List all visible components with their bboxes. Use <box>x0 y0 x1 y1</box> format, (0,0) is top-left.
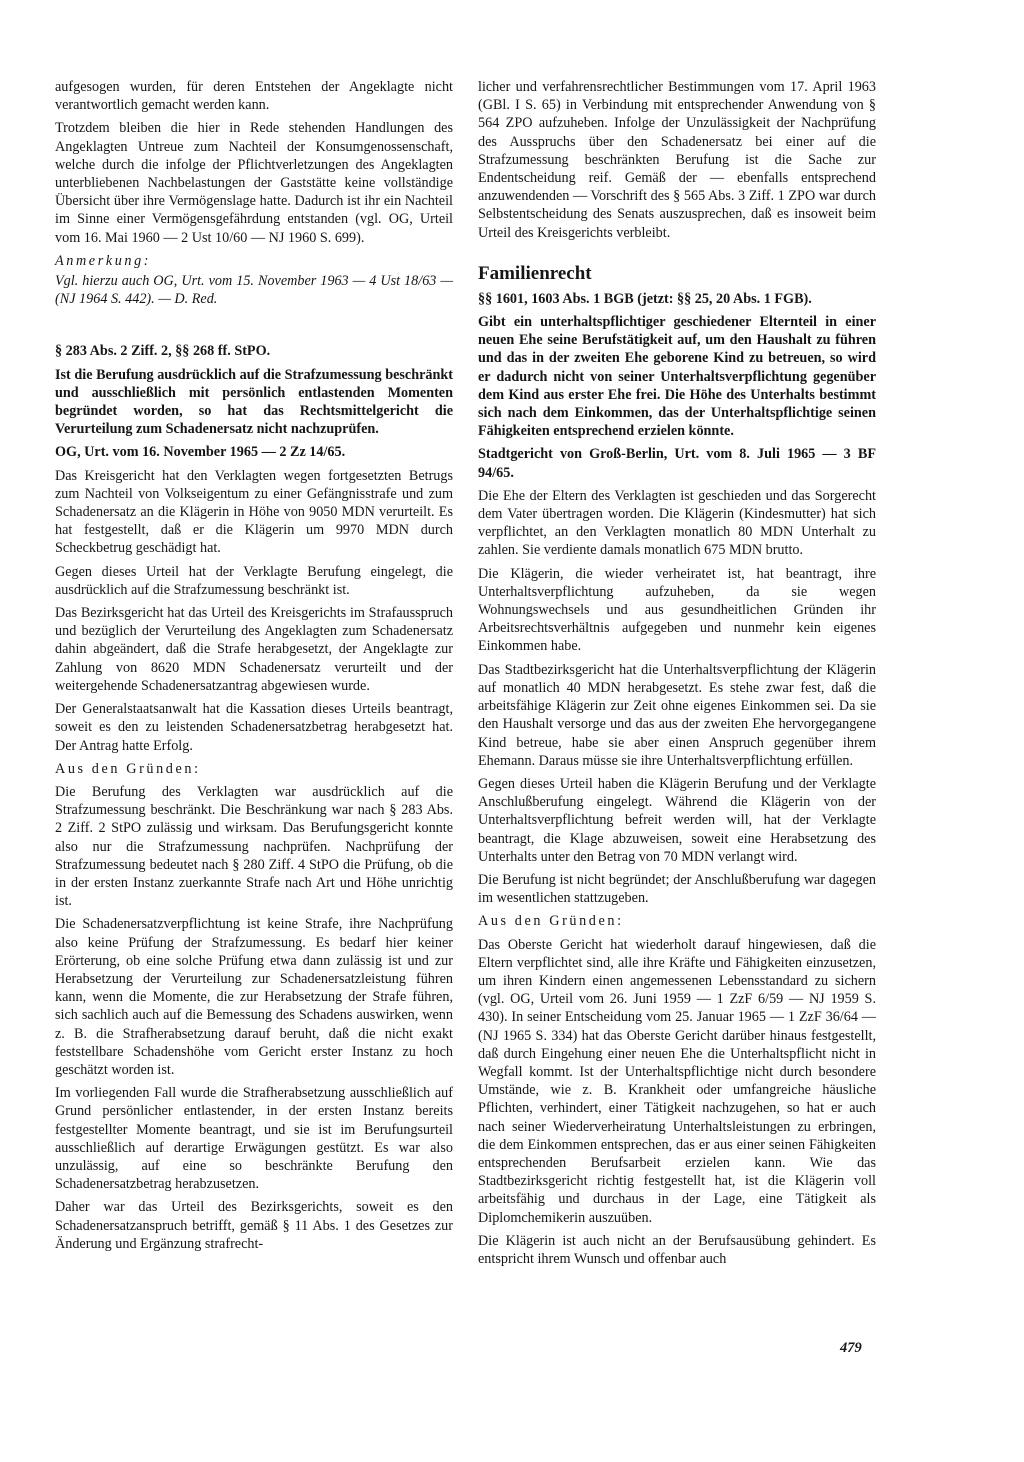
section-title: Familienrecht <box>478 262 592 284</box>
paragraph: Das Bezirksgericht hat das Urteil des Kreisgerichts im Strafausspruch und bezüglich der Verurteilung des Angeklagten zum Schadenersatz dahin abgeändert, daß die Strafe herabgesetzt, der Angeklagte zur Zahlung von 8620 MDN Schadenersatz verurteilt und der weitergehende Schadenersatzantrag abgewiesen wurde. <box>55 605 453 694</box>
paragraph: Daher war das Urteil des Bezirksgerichts, soweit es den Schadenersatzanspruch betrifft, gemäß § 11 Abs. 1 des Gesetzes zur Änderung und Ergänzung strafrecht- <box>55 1199 453 1252</box>
paragraph: licher und verfahrensrechtlicher Bestimmungen vom 17. April 1963 (GBl. I S. 65) in Verbindung mit entsprechender Anwendung von § 564 ZPO aufzuheben. Infolge der Unzulässigkeit der Nachprüfung des Ausspruchs über den Schadenersatz bei einer auf die Strafzumessung beschränkten Berufung ist die Sache zur Endentscheidung reif. Gemäß der — ebenfalls entsprechend anzuwendenden — Vorschrift des § 565 Abs. 3 Ziff. 1 ZPO war durch Selbstentscheidung des Senats auszusprechen, daß es insoweit beim Urteil des Kreisgerichts verbleibt. <box>478 79 876 241</box>
paragraph: Die Klägerin, die wieder verheiratet ist, hat beantragt, ihre Unterhaltsverpflichtung aufzuheben, da sie wegen Wohnungswechsels und aus gesundheitlichen Gründen ihr Arbeitsrechtsverhältnis aufgegeben und nunmehr kein eigenes Einkommen habe. <box>478 565 876 655</box>
paragraph: Die Klägerin ist auch nicht an der Berufsausübung gehindert. Es entspricht ihrem Wunsch und offenbar auch <box>478 1232 876 1267</box>
paragraph: Die Ehe der Eltern des Verklagten ist geschieden und das Sorgerecht dem Vater übertragen worden. Die Klägerin (Kindesmutter) hat sich verpflichtet, an den Verklagten monatlich 80 MDN Unterhalt zu zahlen. Sie verdiente damals monatlich 675 MDN brutto. <box>478 487 876 559</box>
paragraph: Die Berufung ist nicht begründet; der Anschlußberufung war dagegen im wesentlichen stattzugeben. <box>478 871 876 907</box>
case-citation: Stadtgericht von Groß-Berlin, Urt. vom 8. Juli 1965 — 3 BF 94/65. <box>478 446 876 481</box>
right-column <box>478 78 876 1273</box>
paragraph: Im vorliegenden Fall wurde die Strafherabsetzung ausschließlich auf Grund persönlicher entlastender, in der ersten Instanz bereits festgestellter Momente beantragt, und sie ist im Berufungsurteil ausschließlich auf derartige Erwägungen gestützt. Es war also unzulässig, auf eine so beschränkte Berufung den Schadenersatzbetrag herabzusetzen. <box>55 1085 453 1193</box>
paragraph: Das Kreisgericht hat den Verklagten wegen fortgesetzten Betrugs zum Nachteil von Volkseigentum zu einer Gefängnisstrafe und zum Schadenersatz an die Klägerin in Höhe von 9050 MDN verurteilt. Es hat festgestellt, daß er die Klägerin um 9970 MDN durch Scheckbetrug geschädigt hat. <box>55 467 453 557</box>
paragraph: Trotzdem bleiben die hier in Rede stehenden Handlungen des Angeklagten Untreue zum Nachteil der Konsumgenossenschaft, welche durch die infolge der Pflichtverletzungen des Angeklagten unterbliebenen Nachbelastungen der Gaststätte keine vollständige Übersicht über ihre Vermögenslage hatte. Dadurch ist ihr ein Nachteil im Sinne einer Vermögensgefährdung entstanden (vgl. OG, Urteil vom 16. Mai 1960 — 2 Ust 10/60 — NJ 1960 S. 699). <box>55 120 453 246</box>
paragraph: Der Generalstaatsanwalt hat die Kassation dieses Urteils beantragt, soweit es den zu leistenden Schadenersatzbetrag herabgesetzt hat. Der Antrag hatte Erfolg. <box>55 701 453 754</box>
paragraph: Die Berufung des Verklagten war ausdrücklich auf die Strafzumessung beschränkt. Die Beschränkung war nach § 283 Abs. 2 Ziff. 2 StPO zulässig und wirksam. Das Berufungsgericht konnte also nur die Strafzumessung nachprüfen. Nachprüfung der Strafzumessung bedeutet nach § 280 Ziff. 4 StPO die Prüfung, ob die in der ersten Instanz zuerkannte Strafe nach Art und Höhe unrichtig ist. <box>55 783 453 910</box>
paragraph: Das Stadtbezirksgericht hat die Unterhaltsverpflichtung der Klägerin auf monatlich 40 MDN herabgesetzt. Es stehe zwar fest, daß die arbeitsfähige Klägerin zur Zeit ohne eigenes Einkommen sei. Da sie den Haushalt versorge und das aus der zweiten Ehe hervorgegangene Kind betreue, habe sie aber einen Anspruch gegenüber ihrem Ehemann. Daraus müsse sie ihre Unterhaltsverpflichtung erfüllen. <box>478 661 876 769</box>
paragraph: Gegen dieses Urteil haben die Klägerin Berufung und der Verklagte Anschlußberufung eingelegt. Während die Klägerin von der Unterhaltsverpflichtung befreit werden will, hat der Verklagte beantragt, die Klage abzuweisen, soweit eine Herabsetzung des Unterhalts unter den Betrag von 70 MDN verlangt wird. <box>478 775 876 865</box>
editorial-note: Vgl. hierzu auch OG, Urt. vom 15. November 1963 — 4 Ust 18/63 — (NJ 1964 S. 442). — D. Red. <box>55 273 453 308</box>
paragraph: Die Schadenersatzverpflichtung ist keine Strafe, ihre Nachprüfung also keine Prüfung der Strafzumessung. Es bedarf hier keiner Erörterung, ob eine solche Prüfung etwa dann zulässig ist und zur Herabsetzung der Verurteilung zur Schadenersatzleistung führen kann, wenn die Momente, die zur Herabsetzung der Strafe führen, sich sachlich auch auf die Bemessung des Schadens auswirken, wenn z. B. die Strafherabsetzung darauf beruht, daß die nicht exakt feststellbare Schadenshöhe vom Gericht erster Instanz zu hoch geschätzt worden ist. <box>55 916 453 1078</box>
case-headnote: Gibt ein unterhaltspflichtiger geschiedener Elternteil in einer neuen Ehe seine Berufstätigkeit auf, um den Haushalt zu führen und das in der zweiten Ehe geborene Kind zu betreuen, so wird er dadurch nicht von seiner Unterhaltsverpflichtung gegenüber dem Kind aus erster Ehe frei. Die Höhe des Unterhalts bestimmt sich nach dem Einkommen, das der Unterhaltspflichtige seinen Fähigkeiten entsprechend erzielen könnte. <box>478 314 876 440</box>
reasons-label: Aus den Gründen: <box>478 913 624 930</box>
case-headnote: Ist die Berufung ausdrücklich auf die Strafzumessung beschränkt und ausschließlich mit persönlich entlastenden Momenten begründet worden, so hat das Rechtsmittelgericht die Verurteilung zum Schadenersatz nicht nachzuprüfen. <box>55 366 453 438</box>
case-heading: § 283 Abs. 2 Ziff. 2, §§ 268 ff. StPO. <box>55 343 271 360</box>
reasons-label: Aus den Gründen: <box>55 760 201 777</box>
note-label: Anmerkung: <box>55 252 152 269</box>
paragraph: Gegen dieses Urteil hat der Verklagte Berufung eingelegt, die ausdrücklich auf die Strafzumessung beschränkt ist. <box>55 563 453 598</box>
page-number: 479 <box>840 1340 862 1356</box>
case-heading: §§ 1601, 1603 Abs. 1 BGB (jetzt: §§ 25, 20 Abs. 1 FGB). <box>478 290 812 307</box>
case-citation: OG, Urt. vom 16. November 1965 — 2 Zz 14/65. <box>55 444 346 461</box>
left-column <box>55 78 453 1258</box>
paragraph: aufgesogen wurden, für deren Entstehen der Angeklagte nicht verantwortlich gemacht werden kann. <box>55 79 453 114</box>
paragraph: Das Oberste Gericht hat wiederholt darauf hingewiesen, daß die Eltern verpflichtet sind, alle ihre Kräfte und Fähigkeiten einzusetzen, um ihren Kindern einen angemessenen Lebensstandard zu sichern (vgl. OG, Urteil vom 26. Juni 1959 — 1 ZzF 6/59 — NJ 1959 S. 430). In seiner Entscheidung vom 25. Januar 1965 — 1 ZzF 36/64 — (NJ 1965 S. 334) hat das Oberste Gericht darüber hinaus festgestellt, daß durch Eingehung einer neuen Ehe die Unterhaltspflicht nicht in Wegfall kommt. Ist der Unterhaltspflichtige nicht durch besondere Umstände, wie z. B. Krankheit oder umfangreiche häusliche Pflichten, verhindert, einer Tätigkeit nachzugehen, so hat er auch nach seiner Wiederverheiratung Unterhaltsleistungen zu erbringen, die dem Einkommen entsprechen, das er aus einer seinen Fähigkeiten entsprechenden Berufsarbeit erzielen kann. Wie das Stadtbezirksgericht richtig festgestellt hat, ist die Klägerin voll arbeitsfähig und durchaus in der Lage, eine Tätigkeit als Diplomchemikerin auszuüben. <box>478 936 876 1226</box>
